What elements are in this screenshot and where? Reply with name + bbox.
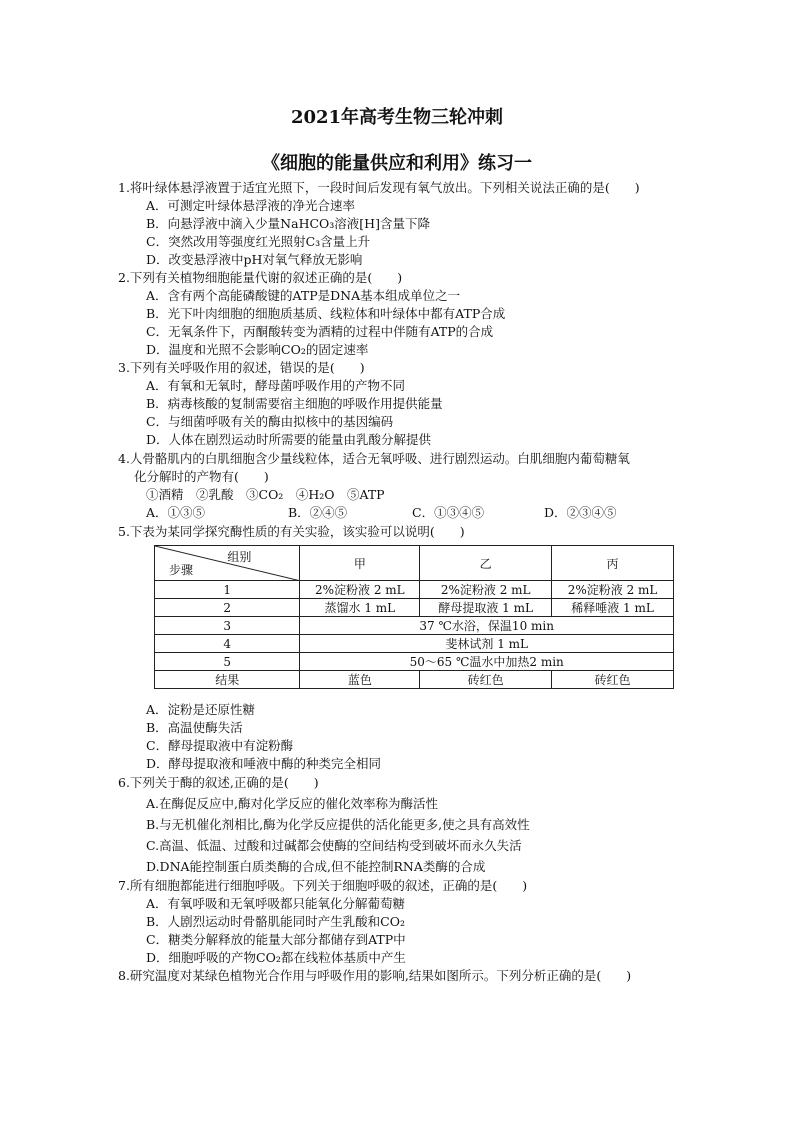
result-cell: 蓝色	[300, 671, 420, 689]
question-1-option-c: C．突然改用等强度红光照射C₃含量上升	[146, 234, 371, 249]
question-2-option-a: A．含有两个高能磷酸键的ATP是DNA基本组成单位之一	[146, 288, 461, 303]
question-2-stem: 2.下列有关植物细胞能量代谢的叙述正确的是( )	[118, 270, 403, 285]
question-6-stem: 6.下列关于酶的叙述,正确的是( )	[118, 775, 319, 790]
question-5-option-d: D．酵母提取液和唾液中酶的种类完全相同	[146, 756, 382, 771]
question-3-option-c: C．与细菌呼吸有关的酶由拟核中的基因编码	[146, 414, 394, 429]
question-5-stem: 5.下表为某同学探究酶性质的有关实验，该实验可以说明( )	[118, 524, 465, 539]
question-1-option-a: A．可测定叶绿体悬浮液的净光合速率	[146, 198, 356, 213]
question-3-option-b: B．病毒核酸的复制需要宿主细胞的呼吸作用提供能量	[146, 396, 443, 411]
question-8-stem: 8.研究温度对某绿色植物光合作用与呼吸作用的影响,结果如图所示。下列分析正确的是( )	[118, 968, 632, 983]
table-merged-cell: 斐林试剂 1 mL	[300, 635, 674, 653]
question-7-option-d: D．细胞呼吸的产物CO₂都在线粒体基质中产生	[146, 950, 406, 965]
step-number: 3	[155, 617, 300, 635]
page-title: 2021年高考生物三轮冲刺	[290, 107, 504, 128]
question-1-option-b: B．向悬浮液中滴入少量NaHCO₃溶液[H]含量下降	[146, 216, 430, 231]
column-header-jia: 甲	[300, 546, 420, 581]
table-row	[155, 653, 674, 671]
question-2-option-b: B．光下叶肉细胞的细胞质基质、线粒体和叶绿体中都有ATP合成	[146, 306, 506, 321]
result-label: 结果	[155, 671, 300, 689]
table-cell: 酵母提取液 1 mL	[420, 599, 552, 617]
question-4-stem-continued: 化分解时的产物有( )	[134, 469, 269, 484]
question-4-items: ①酒精 ②乳酸 ③CO₂ ④H₂O ⑤ATP	[146, 487, 385, 502]
question-5-option-a: A．淀粉是还原性糖	[146, 702, 256, 717]
table-cell: 2%淀粉液 2 mL	[552, 581, 674, 599]
table-row	[155, 599, 674, 617]
question-5-option-b: B．高温使酶失活	[146, 720, 243, 735]
question-7-option-c: C．糖类分解释放的能量大部分都储存到ATP中	[146, 932, 406, 947]
step-number: 5	[155, 653, 300, 671]
question-1-stem: 1.将叶绿体悬浮液置于适宜光照下，一段时间后发现有氧气放出。下列相关说法正确的是( )	[118, 180, 640, 195]
question-3-stem: 3.下列有关呼吸作用的叙述，错误的是( )	[118, 360, 365, 375]
question-4-option-a: A．①③⑤	[146, 505, 206, 520]
header-step-label: 步骤	[169, 563, 194, 577]
step-number: 4	[155, 635, 300, 653]
step-number: 1	[155, 581, 300, 599]
question-4-stem: 4.人骨骼肌内的白肌细胞含少量线粒体，适合无氧呼吸、进行剧烈运动。白肌细胞内葡萄糖氧	[118, 451, 630, 466]
question-6-option-c: C.高温、低温、过酸和过碱都会使酶的空间结构受到破坏而永久失活	[146, 838, 522, 853]
table-cell: 2%淀粉液 2 mL	[420, 581, 552, 599]
header-group-label: 组别	[227, 550, 252, 564]
question-6-option-b: B.与无机催化剂相比,酶为化学反应提供的活化能更多,使之具有高效性	[146, 817, 530, 832]
question-7-option-b: B．人剧烈运动时骨骼肌能同时产生乳酸和CO₂	[146, 914, 406, 929]
step-number: 2	[155, 599, 300, 617]
question-6-option-d: D.DNA能控制蛋白质类酶的合成,但不能控制RNA类酶的合成	[146, 859, 486, 874]
question-2-option-c: C．无氧条件下，丙酮酸转变为酒精的过程中伴随有ATP的合成	[146, 324, 494, 339]
question-2-option-d: D．温度和光照不会影响CO₂的固定速率	[146, 342, 369, 357]
table-cell: 蒸馏水 1 mL	[300, 599, 420, 617]
question-1-option-d: D．改变悬浮液中pH对氧气释放无影响	[146, 252, 363, 267]
question-6-option-a: A.在酶促反应中,酶对化学反应的催化效率称为酶活性	[146, 796, 438, 811]
table-row	[155, 635, 674, 653]
table-merged-cell: 50～65 ℃温水中加热2 min	[300, 653, 674, 671]
table-cell: 2%淀粉液 2 mL	[300, 581, 420, 599]
table-header-diagonal-cell	[155, 546, 300, 581]
result-cell: 砖红色	[420, 671, 552, 689]
question-3-option-a: A．有氧和无氧时，酵母菌呼吸作用的产物不同	[146, 378, 406, 393]
table-row-results	[155, 671, 674, 689]
table-merged-cell: 37 ℃水浴，保温10 min	[300, 617, 674, 635]
result-cell: 砖红色	[552, 671, 674, 689]
question-4-option-c: C．①③④⑤	[412, 505, 485, 520]
question-7-option-a: A．有氧呼吸和无氧呼吸都只能氧化分解葡萄糖	[146, 896, 406, 911]
table-row	[155, 617, 674, 635]
question-4-option-b: B．②④⑤	[288, 505, 348, 520]
experiment-table	[154, 545, 674, 689]
question-4-option-d: D．②③④⑤	[544, 505, 617, 520]
page-subtitle: 《细胞的能量供应和利用》练习一	[262, 153, 532, 174]
question-3-option-d: D．人体在剧烈运动时所需要的能量由乳酸分解提供	[146, 432, 432, 447]
table-cell: 稀释唾液 1 mL	[552, 599, 674, 617]
question-5-option-c: C．酵母提取液中有淀粉酶	[146, 738, 294, 753]
table-row	[155, 581, 674, 599]
column-header-bing: 丙	[552, 546, 674, 581]
question-7-stem: 7.所有细胞都能进行细胞呼吸。下列关于细胞呼吸的叙述，正确的是( )	[118, 878, 528, 893]
column-header-yi: 乙	[420, 546, 552, 581]
